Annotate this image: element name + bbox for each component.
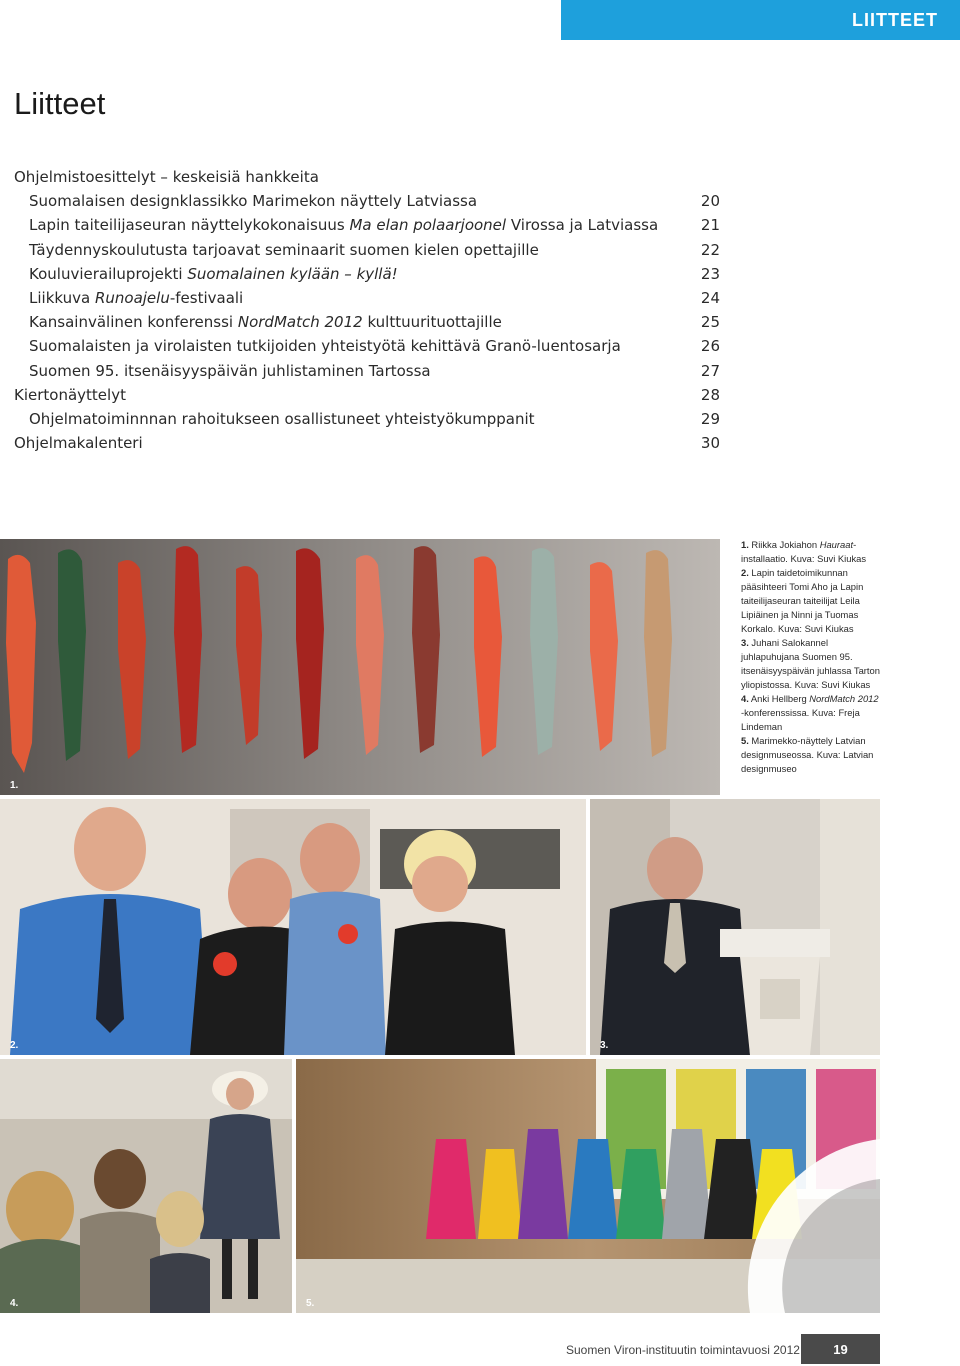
toc-entry	[14, 410, 724, 434]
photo-caption	[741, 734, 881, 776]
caption-segment: Anki Hellberg	[748, 693, 810, 704]
caption-segment: NordMatch 2012	[809, 693, 879, 704]
caption-segment: 4.	[741, 693, 749, 704]
toc-title-segment: Ohjelmatoiminnnan rahoitukseen osallistuneet yhteistyökumppanit	[29, 409, 535, 428]
toc-title-segment: Suomalainen kylään – kyllä!	[187, 264, 398, 283]
toc-title-segment: Virossa ja Latviassa	[506, 216, 659, 235]
toc-entry	[14, 241, 724, 265]
toc-entry	[14, 265, 724, 289]
toc-page-number: 22	[700, 240, 720, 259]
toc-title-segment: Ma elan polaarjoonel	[349, 216, 507, 235]
toc-title-segment: Liikkuva	[29, 288, 95, 307]
photo-caption	[741, 692, 881, 734]
toc-title-segment: -festivaali	[169, 288, 244, 307]
toc-page-number: 20	[700, 192, 720, 211]
toc-title-segment: Täydennyskoulutusta tarjoavat seminaarit suomen kielen opettajille	[29, 240, 539, 259]
toc-entry	[14, 289, 724, 313]
toc-entry	[14, 362, 724, 386]
toc-page-number: 28	[700, 385, 720, 404]
toc-title-segment: Kansainvälinen konferenssi	[29, 313, 238, 332]
artists-group-image	[0, 799, 586, 1055]
speaker-lectern-image	[590, 799, 880, 1055]
photo-caption	[741, 636, 881, 692]
photo-number: 5.	[306, 1298, 315, 1309]
caption-segment: Lapin taidetoimikunnan pääsihteeri Tomi Aho ja Lapin taiteilijaseuran taiteilijat Leila Lipiäinen ja Ninni ja Tuomas Korkalo. Kuva: Suvi Kiukas	[741, 567, 864, 634]
toc-page-number: 24	[700, 288, 720, 307]
photo-caption	[741, 566, 881, 636]
toc-title-segment: Ohjelmistoesittelyt – keskeisiä hankkeita	[14, 168, 319, 186]
toc-title-segment: Lapin taiteilijaseuran näyttelykokonaisuus	[29, 216, 350, 235]
toc-entry-title	[29, 289, 243, 307]
table-of-contents	[14, 168, 724, 458]
toc-entry	[14, 216, 724, 240]
caption-segment: -konferenssissa. Kuva: Freja Lindeman	[741, 707, 860, 732]
caption-segment: 2.	[741, 567, 749, 578]
caption-segment: Juhani Salokannel juhlapuhujana Suomen 95. itsenäisyyspäivän juhlassa Tarton yliopistossa. Kuva: Suvi Kiukas	[741, 637, 880, 690]
page-title: Liitteet	[14, 86, 106, 121]
toc-entry	[14, 337, 724, 361]
caption-segment: Hauraat	[819, 539, 854, 550]
photo-2	[0, 799, 586, 1055]
toc-entry-title	[29, 337, 621, 355]
toc-title-segment: Suomalaisten ja virolaisten tutkijoiden yhteistyötä kehittävä Granö-luentosarja	[29, 337, 621, 356]
toc-title-segment: NordMatch 2012	[237, 313, 363, 332]
toc-entry	[14, 168, 724, 192]
photo-4	[0, 1059, 292, 1313]
toc-entry-title	[14, 434, 143, 452]
toc-entry-title	[29, 265, 398, 283]
toc-title-segment: Suomalaisen designklassikko Marimekon näyttely Latviassa	[29, 192, 478, 211]
toc-page-number: 21	[700, 216, 720, 235]
photo-1	[0, 539, 720, 795]
toc-entry-title	[14, 168, 319, 186]
toc-title-segment: Kiertonäyttelyt	[14, 385, 126, 404]
toc-title-segment: Ohjelmakalenteri	[14, 434, 143, 453]
toc-entry-title	[29, 410, 535, 428]
page-number	[801, 1334, 880, 1364]
caption-segment: -installaatio. Kuva: Suvi Kiukas	[741, 539, 867, 564]
toc-entry-title	[29, 192, 477, 210]
toc-page-number: 25	[700, 313, 720, 332]
toc-page-number: 27	[700, 361, 720, 380]
photo-5	[296, 1059, 880, 1313]
toc-page-number: 30	[700, 434, 720, 453]
toc-entry	[14, 434, 724, 458]
caption-segment: 5.	[741, 735, 749, 746]
section-tab	[561, 0, 960, 40]
toc-entry-title	[29, 241, 539, 259]
caption-segment: 1.	[741, 539, 749, 550]
toc-title-segment: Suomen 95. itsenäisyyspäivän juhlistaminen Tartossa	[29, 361, 431, 380]
toc-entry-title	[29, 216, 658, 234]
toc-entry-title	[29, 313, 502, 331]
toc-page-number: 29	[700, 409, 720, 428]
caption-segment: Marimekko-näyttely Latvian designmuseossa. Kuva: Latvian designmuseo	[741, 735, 874, 774]
conference-speaker-image	[0, 1059, 292, 1313]
toc-entry	[14, 386, 724, 410]
footer-publication-title: Suomen Viron-instituutin toimintavuosi 2012	[566, 1343, 800, 1357]
photo-3	[590, 799, 880, 1055]
toc-title-segment: Kouluvierailuprojekti	[29, 264, 188, 283]
toc-page-number: 23	[700, 264, 720, 283]
toc-title-segment: kulttuurituottajille	[362, 313, 502, 332]
section-tab-label: LIITTEET	[852, 9, 938, 30]
toc-title-segment: Runoajelu	[94, 288, 170, 307]
photo-caption	[741, 538, 881, 566]
toc-entry-title	[14, 386, 126, 404]
photo-captions	[741, 538, 881, 776]
caption-segment: 3.	[741, 637, 749, 648]
photo-number: 2.	[10, 1040, 19, 1051]
toc-entry	[14, 192, 724, 216]
marimekko-exhibition-image	[296, 1059, 880, 1313]
page-number-label: 19	[833, 1341, 848, 1357]
knitted-installation-image	[0, 539, 720, 795]
photo-number: 4.	[10, 1298, 19, 1309]
toc-page-number: 26	[700, 337, 720, 356]
caption-segment: Riikka Jokiahon	[748, 539, 820, 550]
photo-number: 1.	[10, 780, 19, 791]
photo-number: 3.	[600, 1040, 609, 1051]
toc-entry	[14, 313, 724, 337]
toc-entry-title	[29, 362, 431, 380]
